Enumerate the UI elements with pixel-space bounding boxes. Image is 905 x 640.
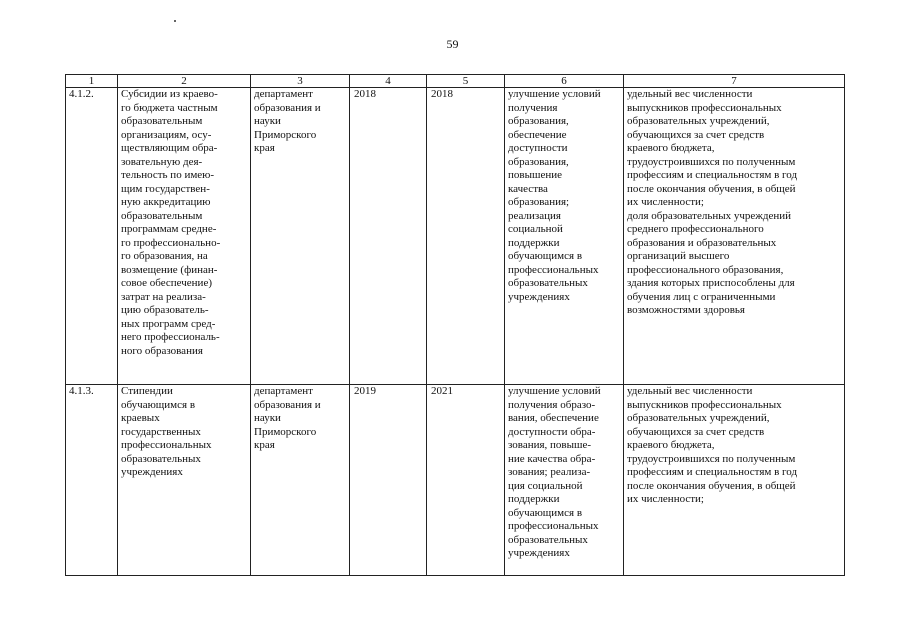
indicators-line: удельный вес численности bbox=[627, 88, 753, 100]
indicators-line: выпускников профессиональных bbox=[627, 398, 782, 411]
expected-result-line: доступности обра- bbox=[508, 425, 596, 438]
expected-result-line: доступности bbox=[508, 142, 568, 154]
page-number: 59 bbox=[446, 37, 459, 51]
measure-name-line: го профессионально- bbox=[121, 236, 221, 249]
measure-name-line: образовательным bbox=[121, 115, 203, 127]
expected-result-cell bbox=[505, 88, 624, 385]
executor-line: науки bbox=[254, 412, 281, 424]
measure-name-line: затрат на реализа- bbox=[121, 290, 206, 303]
indicators-line: их численности; bbox=[627, 196, 704, 208]
col-1-header: 1 bbox=[66, 75, 118, 88]
expected-result-line: социальной bbox=[508, 223, 563, 235]
header-row bbox=[66, 75, 845, 88]
executor-line: образования и bbox=[254, 398, 321, 411]
measure-name-line: Субсидии из краево- bbox=[121, 88, 218, 100]
measure-name-line: него профессиональ- bbox=[121, 331, 220, 343]
indicators-line: после окончания обучения, в общей bbox=[627, 479, 796, 492]
indicators-line: образования и образовательных bbox=[627, 236, 777, 249]
measure-name-line: организациям, осу- bbox=[121, 128, 212, 141]
measure-name-line: совое обеспечение) bbox=[121, 277, 212, 289]
expected-result-line: повышение bbox=[508, 169, 562, 181]
measure-name-line: щим государствен- bbox=[121, 182, 210, 195]
indicators-line: профессиям и специальностям в год bbox=[627, 466, 798, 478]
expected-result-line: поддержки bbox=[508, 236, 560, 249]
indicators-line: доля образовательных учреждений bbox=[627, 209, 792, 222]
indicators-line: обучения лиц с ограниченными bbox=[627, 290, 776, 303]
expected-result-line: получения bbox=[508, 101, 558, 114]
measure-name-line: возмещение (финан- bbox=[121, 263, 218, 276]
table-row bbox=[66, 385, 845, 576]
executor-line: департамент bbox=[254, 88, 313, 100]
measure-name-line: обучающимся в bbox=[121, 398, 196, 411]
table-row bbox=[66, 88, 845, 385]
indicators-line: трудоустроившихся по полученным bbox=[627, 452, 796, 465]
measure-name-line: образовательным bbox=[121, 209, 203, 222]
measure-name-line: ного образования bbox=[121, 344, 203, 357]
expected-result-line: обучающимся в bbox=[508, 506, 583, 519]
measure-name-line: го образования, на bbox=[121, 250, 208, 262]
indicators-line: их численности; bbox=[627, 493, 704, 505]
executor-line: Приморского bbox=[254, 425, 317, 438]
expected-result-line: обучающимся в bbox=[508, 250, 583, 262]
measure-name-line: тельность по имею- bbox=[121, 169, 215, 181]
indicators-line: организаций высшего bbox=[627, 250, 730, 262]
indicators-cell bbox=[624, 385, 845, 576]
expected-result-line: ние качества обра- bbox=[508, 452, 596, 465]
indicators-line: здания которых приспособлены для bbox=[627, 277, 795, 289]
expected-result-line: качества bbox=[508, 182, 548, 195]
expected-result-line: образования, bbox=[508, 155, 569, 168]
measure-name-line: программам средне- bbox=[121, 223, 217, 235]
measure-name-line: Стипендии bbox=[121, 385, 173, 397]
indicators-line: выпускников профессиональных bbox=[627, 101, 782, 114]
executor-line: департамент bbox=[254, 385, 313, 397]
measure-name-cell bbox=[118, 88, 251, 385]
expected-result-line: образовательных bbox=[508, 277, 588, 289]
executor-cell bbox=[251, 88, 350, 385]
expected-result-cell bbox=[505, 385, 624, 576]
end-year-cell: 2018 bbox=[427, 88, 505, 385]
start-year-cell: 2019 bbox=[350, 385, 427, 576]
executor-line: края bbox=[254, 439, 275, 451]
program-table bbox=[65, 74, 845, 576]
executor-line: образования и bbox=[254, 101, 321, 114]
expected-result-line: получения образо- bbox=[508, 398, 596, 411]
col-4-header: 4 bbox=[350, 75, 427, 88]
expected-result-line: образования, bbox=[508, 115, 569, 127]
expected-result-line: вания, обеспечение bbox=[508, 412, 599, 424]
executor-line: Приморского bbox=[254, 128, 317, 141]
measure-name-line: зовательную дея- bbox=[121, 155, 203, 168]
executor-cell bbox=[251, 385, 350, 576]
col-3-header: 3 bbox=[251, 75, 350, 88]
row-number-cell: 4.1.3. bbox=[66, 385, 118, 576]
scan-speck bbox=[174, 20, 176, 22]
indicators-line: возможностями здоровья bbox=[627, 304, 745, 316]
measure-name-cell bbox=[118, 385, 251, 576]
end-year-cell: 2021 bbox=[427, 385, 505, 576]
measure-name-line: ных программ сред- bbox=[121, 317, 216, 330]
measure-name-line: государственных bbox=[121, 425, 201, 438]
indicators-line: трудоустроившихся по полученным bbox=[627, 155, 796, 168]
measure-name-line: цию образователь- bbox=[121, 304, 209, 316]
indicators-line: образовательных учреждений, bbox=[627, 115, 770, 127]
executor-line: науки bbox=[254, 115, 281, 127]
measure-name-line: учреждениях bbox=[121, 466, 183, 478]
indicators-line: среднего профессионального bbox=[627, 223, 764, 235]
expected-result-line: поддержки bbox=[508, 493, 560, 505]
expected-result-line: образовательных bbox=[508, 533, 588, 546]
expected-result-line: улучшение условий bbox=[508, 385, 601, 397]
col-7-header: 7 bbox=[624, 75, 845, 88]
expected-result-line: реализация bbox=[508, 209, 561, 222]
col-2-header: 2 bbox=[118, 75, 251, 88]
expected-result-line: образования; bbox=[508, 196, 570, 208]
indicators-line: профессиям и специальностям в год bbox=[627, 169, 798, 181]
measure-name-line: ществляющим обра- bbox=[121, 142, 218, 154]
expected-result-line: зования; реализа- bbox=[508, 466, 591, 478]
measure-name-line: краевых bbox=[121, 412, 160, 424]
expected-result-line: ция социальной bbox=[508, 479, 583, 492]
measure-name-line: го бюджета частным bbox=[121, 101, 218, 114]
indicators-line: обучающихся за счет средств bbox=[627, 425, 765, 438]
col-6-header: 6 bbox=[505, 75, 624, 88]
expected-result-line: обеспечение bbox=[508, 128, 567, 141]
indicators-line: краевого бюджета, bbox=[627, 439, 715, 451]
indicators-cell bbox=[624, 88, 845, 385]
measure-name-line: профессиональных bbox=[121, 439, 212, 451]
indicators-line: образовательных учреждений, bbox=[627, 412, 770, 424]
expected-result-line: профессиональных bbox=[508, 263, 599, 276]
col-5-header: 5 bbox=[427, 75, 505, 88]
expected-result-line: учреждениях bbox=[508, 547, 570, 559]
measure-name-line: ную аккредитацию bbox=[121, 196, 211, 208]
start-year-cell: 2018 bbox=[350, 88, 427, 385]
expected-result-line: зования, повыше- bbox=[508, 439, 592, 451]
expected-result-line: учреждениях bbox=[508, 290, 570, 303]
expected-result-line: профессиональных bbox=[508, 520, 599, 532]
row-number-cell: 4.1.2. bbox=[66, 88, 118, 385]
measure-name-line: образовательных bbox=[121, 452, 201, 465]
indicators-line: профессионального образования, bbox=[627, 263, 784, 276]
executor-line: края bbox=[254, 142, 275, 154]
indicators-line: удельный вес численности bbox=[627, 385, 753, 397]
indicators-line: краевого бюджета, bbox=[627, 142, 715, 154]
indicators-line: после окончания обучения, в общей bbox=[627, 182, 796, 195]
indicators-line: обучающихся за счет средств bbox=[627, 128, 765, 141]
expected-result-line: улучшение условий bbox=[508, 88, 601, 100]
